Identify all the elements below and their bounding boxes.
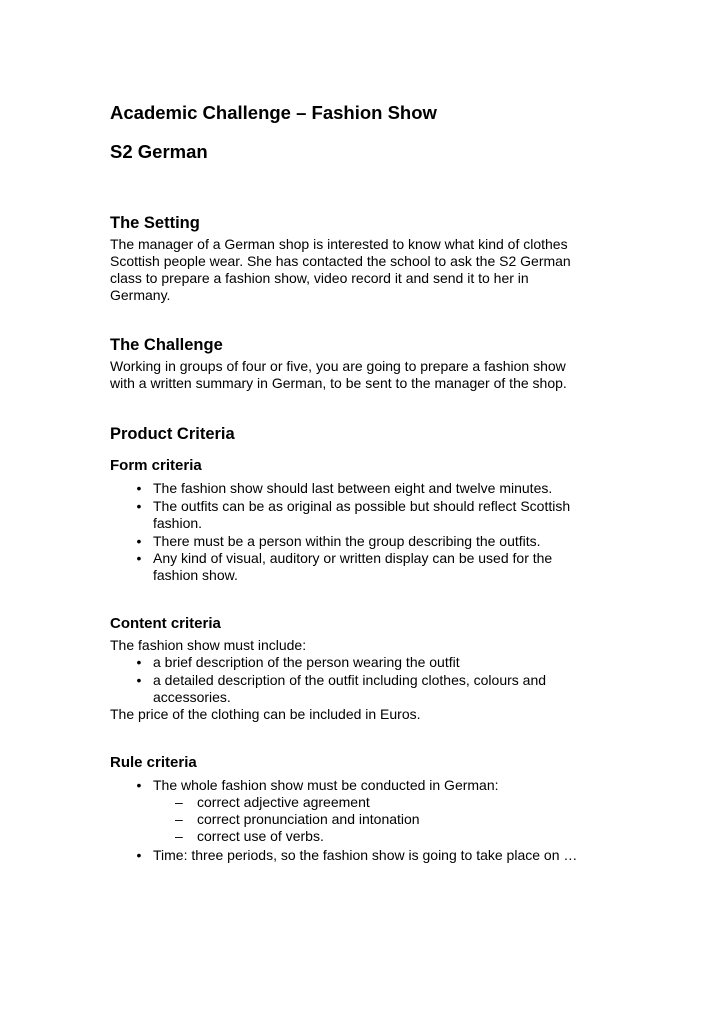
challenge-line: Working in groups of four or five, you are going to prepare a fashion show xyxy=(110,358,566,374)
form-criteria-heading: Form criteria xyxy=(110,457,202,474)
challenge-heading: The Challenge xyxy=(110,336,223,354)
list-item-text: fashion. xyxy=(153,515,203,531)
list-item-text: fashion show. xyxy=(153,567,238,583)
bullet-marker: • xyxy=(136,672,142,688)
list-item-text: The fashion show should last between eight and twelve minutes. xyxy=(153,480,553,496)
dash-marker: – xyxy=(175,828,183,844)
document-subtitle: S2 German xyxy=(110,141,208,162)
list-item-text: correct adjective agreement xyxy=(197,794,370,810)
document-title: Academic Challenge – Fashion Show xyxy=(110,102,437,123)
document-page xyxy=(110,0,610,1024)
bullet-marker: • xyxy=(136,550,142,566)
content-criteria-outro: The price of the clothing can be included in Euros. xyxy=(110,706,421,722)
list-item-text: There must be a person within the group describing the outfits. xyxy=(153,533,541,549)
content-criteria-intro: The fashion show must include: xyxy=(110,637,307,653)
bullet-marker: • xyxy=(136,498,142,514)
setting-heading: The Setting xyxy=(110,214,200,232)
list-item-text: accessories. xyxy=(153,689,231,705)
list-item-text: a detailed description of the outfit including clothes, colours and xyxy=(153,672,547,688)
setting-line: Germany. xyxy=(110,287,171,303)
product-criteria-heading: Product Criteria xyxy=(110,425,235,443)
content-criteria-heading: Content criteria xyxy=(110,615,221,632)
list-item-text: a brief description of the person wearing the outfit xyxy=(153,654,460,670)
dash-marker: – xyxy=(175,811,183,827)
setting-line: The manager of a German shop is interested to know what kind of clothes xyxy=(110,236,568,252)
setting-line: Scottish people wear. She has contacted the school to ask the S2 German xyxy=(110,253,571,269)
bullet-marker: • xyxy=(136,777,142,793)
dash-marker: – xyxy=(175,794,183,810)
rule-criteria-heading: Rule criteria xyxy=(110,754,197,771)
challenge-line: with a written summary in German, to be sent to the manager of the shop. xyxy=(110,375,567,391)
list-item-text: The outfits can be as original as possible but should reflect Scottish xyxy=(153,498,571,514)
setting-line: class to prepare a fashion show, video record it and send it to her in xyxy=(110,270,529,286)
list-item-text: Any kind of visual, auditory or written display can be used for the xyxy=(153,550,553,566)
list-item-text: correct pronunciation and intonation xyxy=(197,811,420,827)
bullet-marker: • xyxy=(136,480,142,496)
list-item-text: correct use of verbs. xyxy=(197,828,324,844)
list-item-text: Time: three periods, so the fashion show is going to take place on … xyxy=(153,847,578,863)
bullet-marker: • xyxy=(136,654,142,670)
bullet-marker: • xyxy=(136,847,142,863)
list-item-text: The whole fashion show must be conducted in German: xyxy=(153,777,499,793)
bullet-marker: • xyxy=(136,533,142,549)
